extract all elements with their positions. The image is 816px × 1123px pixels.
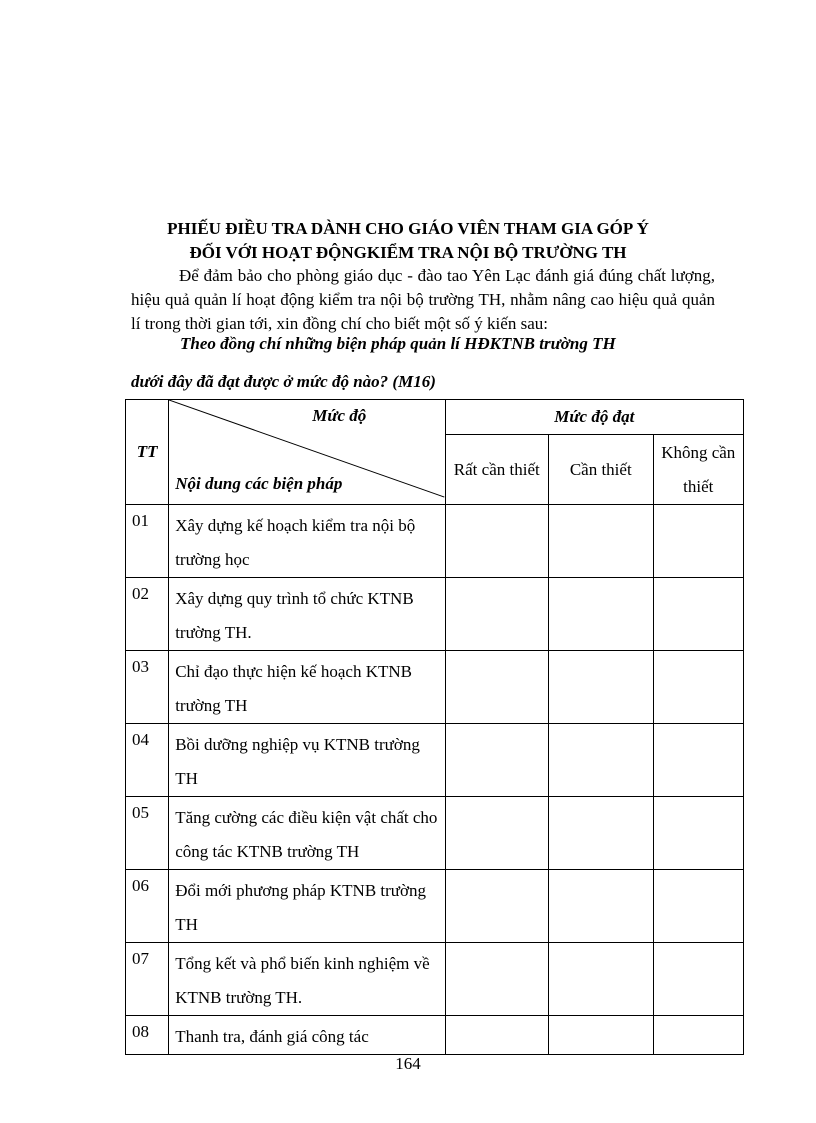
table-row xyxy=(126,797,744,870)
row-number: 01 xyxy=(126,505,169,578)
row-number: 07 xyxy=(126,943,169,1016)
answer-cell[interactable] xyxy=(653,651,744,724)
header-tt: TT xyxy=(126,400,169,505)
answer-cell[interactable] xyxy=(549,943,654,1016)
table-row xyxy=(126,870,744,943)
table-row xyxy=(126,1016,744,1055)
answer-cell[interactable] xyxy=(653,1016,744,1055)
answer-cell[interactable] xyxy=(653,578,744,651)
answer-cell[interactable] xyxy=(549,870,654,943)
answer-cell[interactable] xyxy=(445,943,548,1016)
row-number: 03 xyxy=(126,651,169,724)
answer-cell[interactable] xyxy=(445,505,548,578)
page-number: 164 xyxy=(395,1054,421,1073)
row-number: 06 xyxy=(126,870,169,943)
header-muc-do-dat: Mức độ đạt xyxy=(445,400,743,435)
answer-cell[interactable] xyxy=(445,870,548,943)
answer-cell[interactable] xyxy=(549,797,654,870)
answer-cell[interactable] xyxy=(653,943,744,1016)
row-number: 04 xyxy=(126,724,169,797)
answer-cell[interactable] xyxy=(549,651,654,724)
option-khong-can-thiet: Không cần thiết xyxy=(653,435,744,505)
answer-cell[interactable] xyxy=(549,578,654,651)
answer-cell[interactable] xyxy=(445,1016,548,1055)
answer-cell[interactable] xyxy=(445,578,548,651)
row-text: Chỉ đạo thực hiện kế hoạch KTNB trường TH xyxy=(169,651,445,724)
option-rat-can-thiet: Rất cần thiết xyxy=(445,435,548,505)
row-number: 05 xyxy=(126,797,169,870)
answer-cell[interactable] xyxy=(549,1016,654,1055)
row-number: 02 xyxy=(126,578,169,651)
answer-cell[interactable] xyxy=(653,797,744,870)
row-text: Tổng kết và phổ biến kinh nghiệm về KTNB trường TH. xyxy=(169,943,445,1016)
row-text: Thanh tra, đánh giá công tác xyxy=(169,1016,445,1055)
survey-table xyxy=(125,399,744,1055)
table-row xyxy=(126,724,744,797)
answer-cell[interactable] xyxy=(445,651,548,724)
answer-cell[interactable] xyxy=(549,505,654,578)
answer-cell[interactable] xyxy=(653,870,744,943)
header-muc-do: Mức độ xyxy=(312,406,367,425)
answer-cell[interactable] xyxy=(445,724,548,797)
answer-cell[interactable] xyxy=(445,797,548,870)
row-text: Xây dựng quy trình tổ chức KTNB trường TH. xyxy=(169,578,445,651)
option-can-thiet: Cần thiết xyxy=(549,435,654,505)
answer-cell[interactable] xyxy=(653,505,744,578)
row-text: Đổi mới phương pháp KTNB trường TH xyxy=(169,870,445,943)
table-row xyxy=(126,651,744,724)
table-row xyxy=(126,943,744,1016)
answer-cell[interactable] xyxy=(549,724,654,797)
survey-title-line1: PHIẾU ĐIỀU TRA DÀNH CHO GIÁO VIÊN THAM GIA GÓP Ý xyxy=(167,219,649,238)
question-line1: Theo đồng chí những biện pháp quản lí HĐKTNB trường TH xyxy=(180,334,616,353)
row-text: Bồi dưỡng nghiệp vụ KTNB trường TH xyxy=(169,724,445,797)
table-row xyxy=(126,578,744,651)
question-line2: dưới đây đã đạt được ở mức độ nào? (M16) xyxy=(131,372,436,391)
row-text: Xây dựng kế hoạch kiểm tra nội bộ trường học xyxy=(169,505,445,578)
answer-cell[interactable] xyxy=(653,724,744,797)
table-row xyxy=(126,505,744,578)
survey-title-line2: ĐỐI VỚI HOẠT ĐỘNGKIỂM TRA NỘI BỘ TRƯỜNG TH xyxy=(189,243,627,262)
header-noi-dung: Nội dung các biện pháp xyxy=(175,474,343,493)
row-text: Tăng cường các điều kiện vật chất cho công tác KTNB trường TH xyxy=(169,797,445,870)
row-number: 08 xyxy=(126,1016,169,1055)
header-diagonal-cell xyxy=(169,400,445,505)
intro-paragraph: Để đảm bảo cho phòng giáo dục - đào tao Yên Lạc đánh giá đúng chất lượng, hiệu quả quản lí hoạt động kiểm tra nội bộ trường TH, nhằm nâng cao hiệu quả quản lí trong thời gian tới, xin đồng chí cho biết một số ý kiến sau: xyxy=(131,266,715,333)
